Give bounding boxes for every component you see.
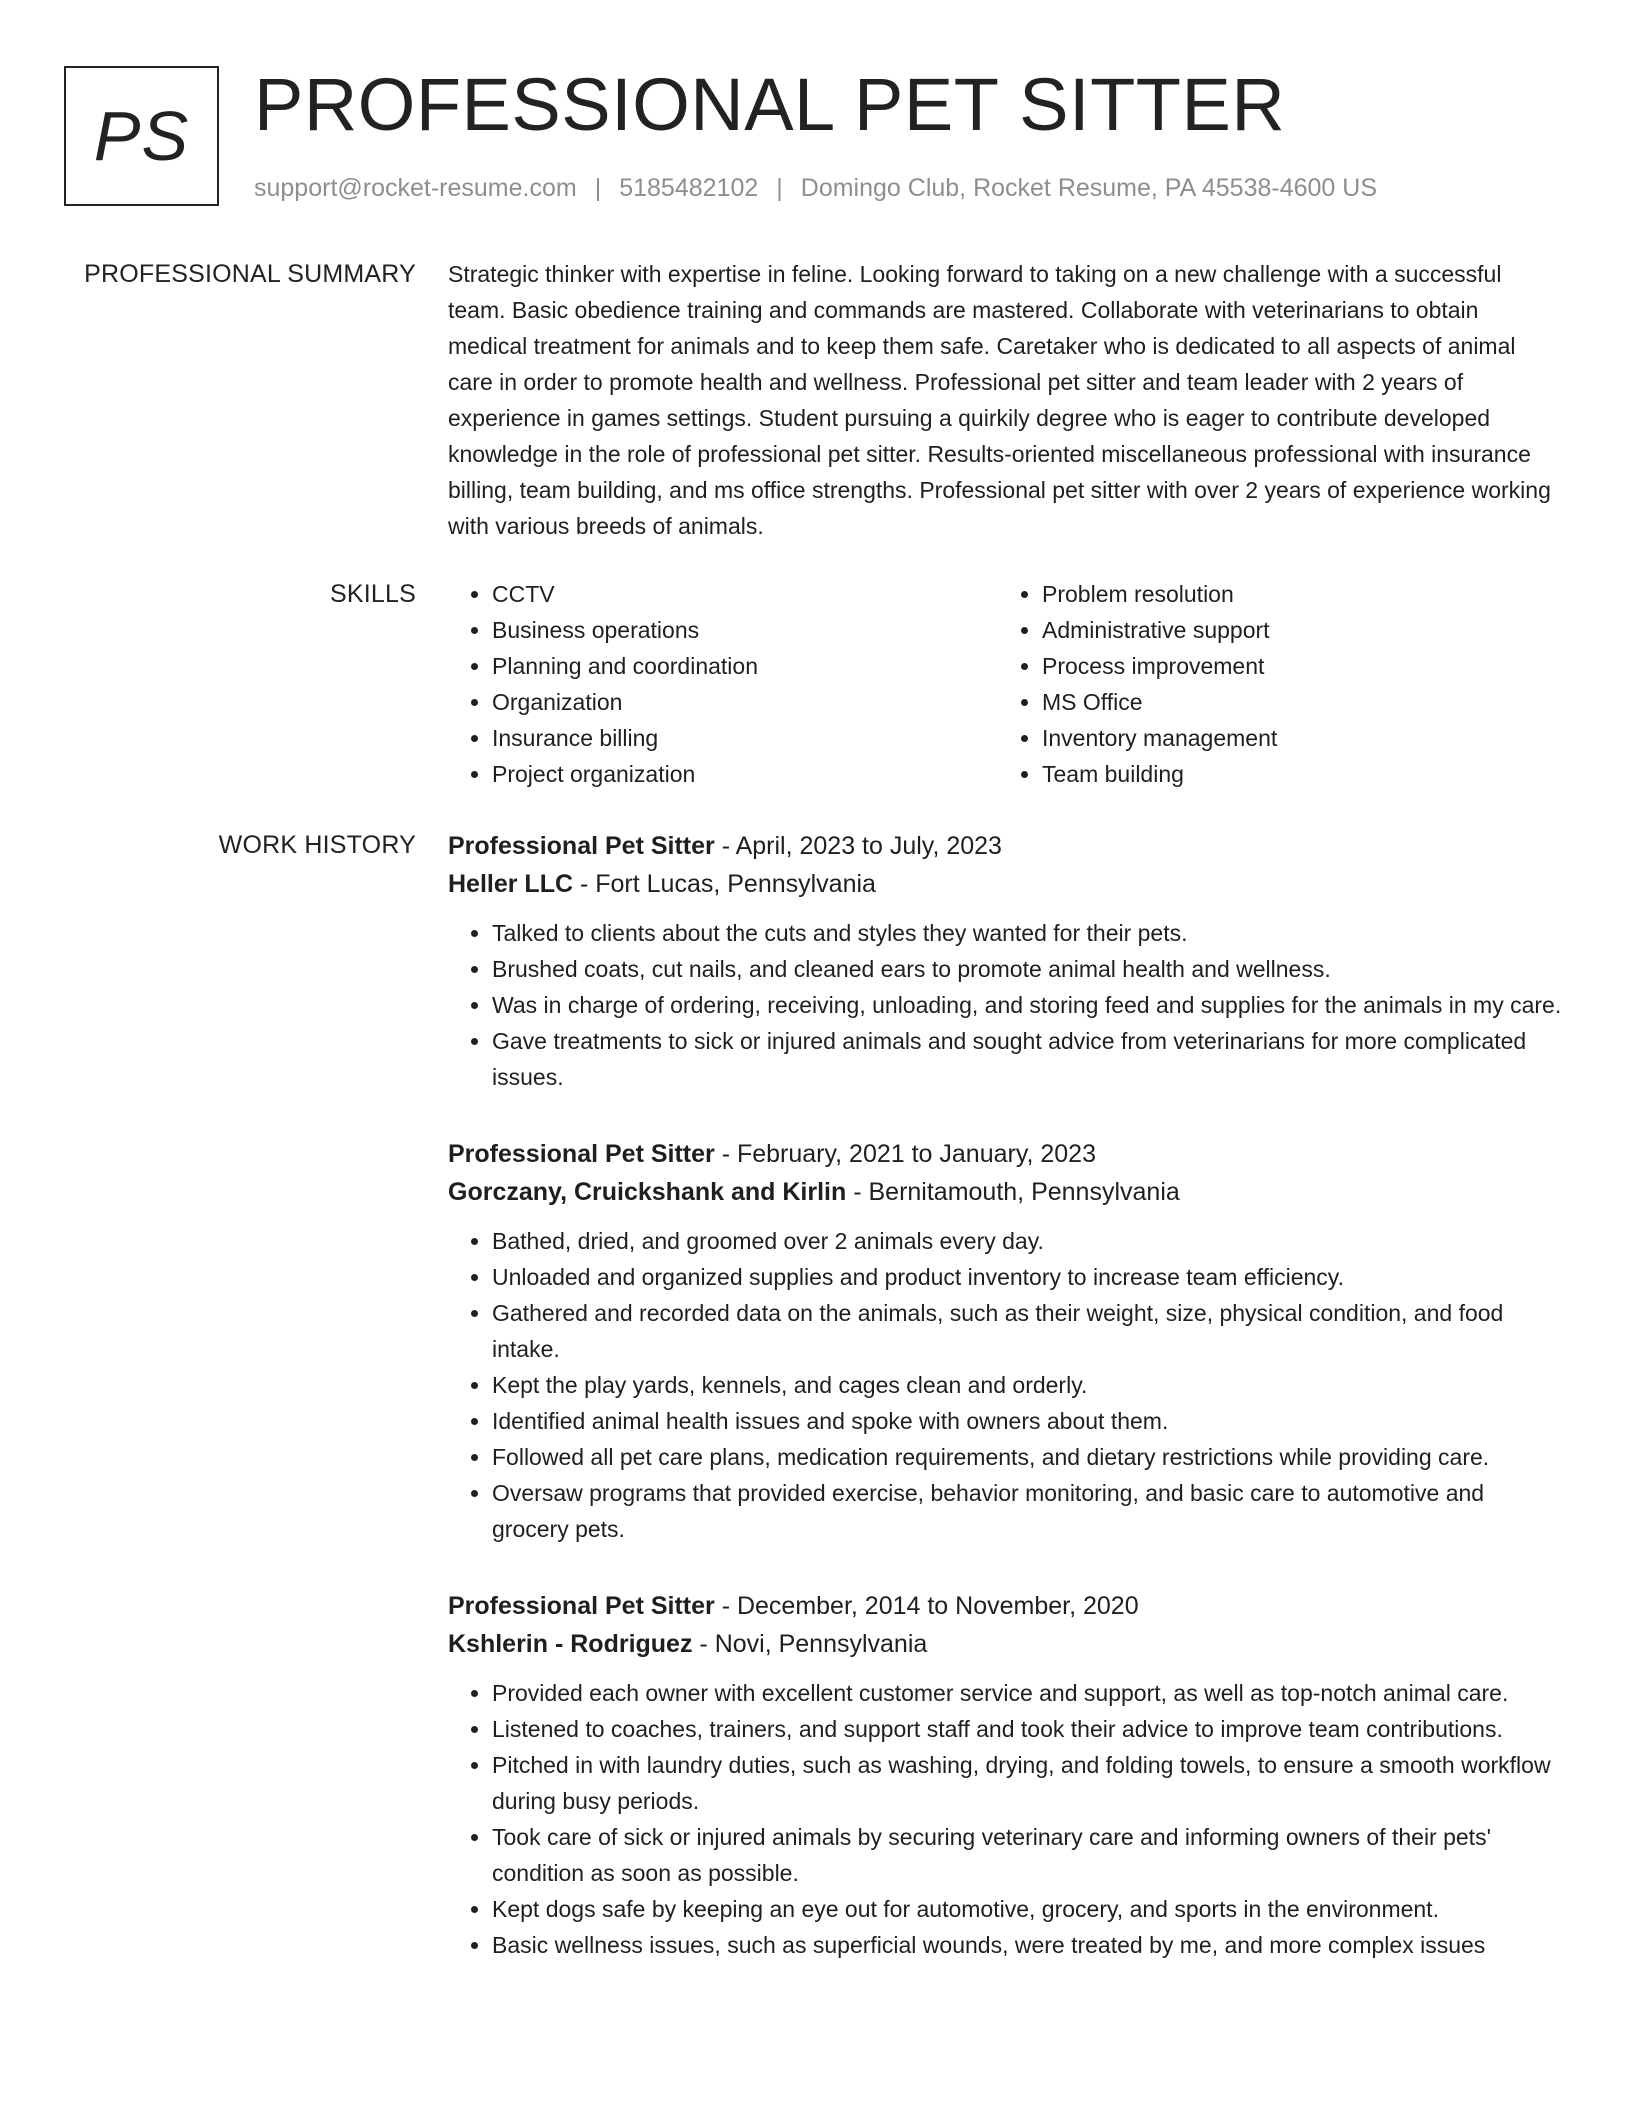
job-company: Gorczany, Cruickshank and Kirlin xyxy=(448,1178,847,1206)
job-title: Professional Pet Sitter xyxy=(448,1592,715,1620)
section-label-summary: PROFESSIONAL SUMMARY xyxy=(84,260,416,288)
job-company-line xyxy=(448,1625,1564,1663)
contact-line xyxy=(254,172,1377,204)
skill-item: • CCTV xyxy=(492,576,998,612)
job-bullet: • Identified animal health issues and spoke with owners about them. xyxy=(492,1403,1564,1439)
job-bullet: • Basic wellness issues, such as superficial wounds, were treated by me, and more complex issues xyxy=(492,1927,1564,1963)
job-title-line xyxy=(448,1135,1564,1173)
job-bullet: • Unloaded and organized supplies and product inventory to increase team efficiency. xyxy=(492,1259,1564,1295)
job-bullet: • Followed all pet care plans, medication requirements, and dietary restrictions while providing care. xyxy=(492,1439,1564,1475)
job-company-line xyxy=(448,1173,1564,1211)
job-bullet: • Gathered and recorded data on the animals, such as their weight, size, physical condition, and food intake. xyxy=(492,1295,1564,1367)
job-dates: December, 2014 to November, 2020 xyxy=(736,1592,1139,1620)
contact-address: Domingo Club, Rocket Resume, PA 45538-4600 US xyxy=(800,174,1377,202)
job-bullet: • Talked to clients about the cuts and styles they wanted for their pets. xyxy=(492,915,1564,951)
skill-item: • Inventory management xyxy=(1042,720,1548,756)
job-bullet: • Bathed, dried, and groomed over 2 animals every day. xyxy=(492,1223,1564,1259)
skills-list-left xyxy=(448,576,998,792)
skill-item: • Problem resolution xyxy=(1042,576,1548,612)
job-company: Heller LLC xyxy=(448,870,574,898)
skill-item: • Business operations xyxy=(492,612,998,648)
dash-separator: - xyxy=(714,832,736,860)
section-label-skills: SKILLS xyxy=(330,580,416,608)
job-bullet: • Was in charge of ordering, receiving, unloading, and storing feed and supplies for the animals in my care. xyxy=(492,987,1564,1023)
job-entry xyxy=(448,1135,1564,1547)
skill-item: • Project organization xyxy=(492,756,998,792)
contact-email: support@rocket-resume.com xyxy=(254,174,577,202)
job-title-line xyxy=(448,827,1564,865)
summary-body xyxy=(448,256,1564,544)
skill-item: • MS Office xyxy=(1042,684,1548,720)
skill-item: • Team building xyxy=(1042,756,1548,792)
job-bullet: • Pitched in with laundry duties, such as washing, drying, and folding towels, to ensure a smooth workflow during busy periods. xyxy=(492,1747,1564,1819)
job-location: Fort Lucas, Pennsylvania xyxy=(595,870,876,898)
job-dates: February, 2021 to January, 2023 xyxy=(736,1140,1096,1168)
skill-item: • Process improvement xyxy=(1042,648,1548,684)
job-title: Professional Pet Sitter xyxy=(448,832,715,860)
skills-body xyxy=(448,576,1564,792)
resume-header xyxy=(64,63,1564,216)
skill-item: • Planning and coordination xyxy=(492,648,998,684)
work-history-body xyxy=(448,827,1564,2003)
job-bullet: • Provided each owner with excellent customer service and support, as well as top-notch animal care. xyxy=(492,1675,1564,1711)
candidate-name: PROFESSIONAL PET SITTER xyxy=(254,63,1286,146)
skill-item: • Organization xyxy=(492,684,998,720)
job-bullet: • Gave treatments to sick or injured animals and sought advice from veterinarians for more complicated issues. xyxy=(492,1023,1564,1095)
job-location: Bernitamouth, Pennsylvania xyxy=(868,1178,1180,1206)
skill-item: • Insurance billing xyxy=(492,720,998,756)
job-bullet: • Kept dogs safe by keeping an eye out for automotive, grocery, and sports in the environment. xyxy=(492,1891,1564,1927)
job-bullet: • Kept the play yards, kennels, and cages clean and orderly. xyxy=(492,1367,1564,1403)
job-bullets xyxy=(448,1675,1564,1963)
summary-text: Strategic thinker with expertise in feline. Looking forward to taking on a new challenge with a successful team. Basic obedience training and commands are mastered. Collaborate with veterinarians to obtain medical treatment for animals and to keep them safe. Caretaker who is dedicated to all aspects of animal care in order to promote health and wellness. Professional pet sitter and team leader with 2 years of experience in games settings. Student pursuing a quirkily degree who is eager to contribute developed knowledge in the role of professional pet sitter. Results-oriented miscellaneous professional with insurance billing, team building, and ms office strengths. Professional pet sitter with over 2 years of experience working with various breeds of animals. xyxy=(448,261,1551,539)
job-bullets xyxy=(448,915,1564,1095)
skill-item: • Administrative support xyxy=(1042,612,1548,648)
job-entry xyxy=(448,1587,1564,1963)
dash-separator: - xyxy=(714,1140,737,1168)
job-bullet: • Brushed coats, cut nails, and cleaned ears to promote animal health and wellness. xyxy=(492,951,1564,987)
job-bullet: • Oversaw programs that provided exercise, behavior monitoring, and basic care to automotive and grocery pets. xyxy=(492,1475,1564,1547)
job-dates: April, 2023 to July, 2023 xyxy=(735,832,1002,860)
job-bullet: • Listened to coaches, trainers, and support staff and took their advice to improve team contributions. xyxy=(492,1711,1564,1747)
job-title: Professional Pet Sitter xyxy=(448,1140,715,1168)
job-bullet: • Took care of sick or injured animals by securing veterinary care and informing owners of their pets' condition as soon as possible. xyxy=(492,1819,1564,1891)
contact-phone: 5185482102 xyxy=(619,174,759,202)
job-entry xyxy=(448,827,1564,1095)
dash-separator: - xyxy=(692,1630,715,1658)
contact-separator: | xyxy=(776,174,783,202)
dash-separator: - xyxy=(573,870,596,898)
job-title-line xyxy=(448,1587,1564,1625)
skills-list-right xyxy=(998,576,1548,792)
job-company-line xyxy=(448,865,1564,903)
job-bullets xyxy=(448,1223,1564,1547)
dash-separator: - xyxy=(714,1592,737,1620)
job-location: Novi, Pennsylvania xyxy=(714,1630,928,1658)
contact-separator: | xyxy=(594,174,602,202)
monogram-logo: PS xyxy=(64,66,219,206)
section-label-work-history: WORK HISTORY xyxy=(218,831,416,859)
job-company: Kshlerin - Rodriguez xyxy=(448,1630,693,1658)
dash-separator: - xyxy=(846,1178,869,1206)
